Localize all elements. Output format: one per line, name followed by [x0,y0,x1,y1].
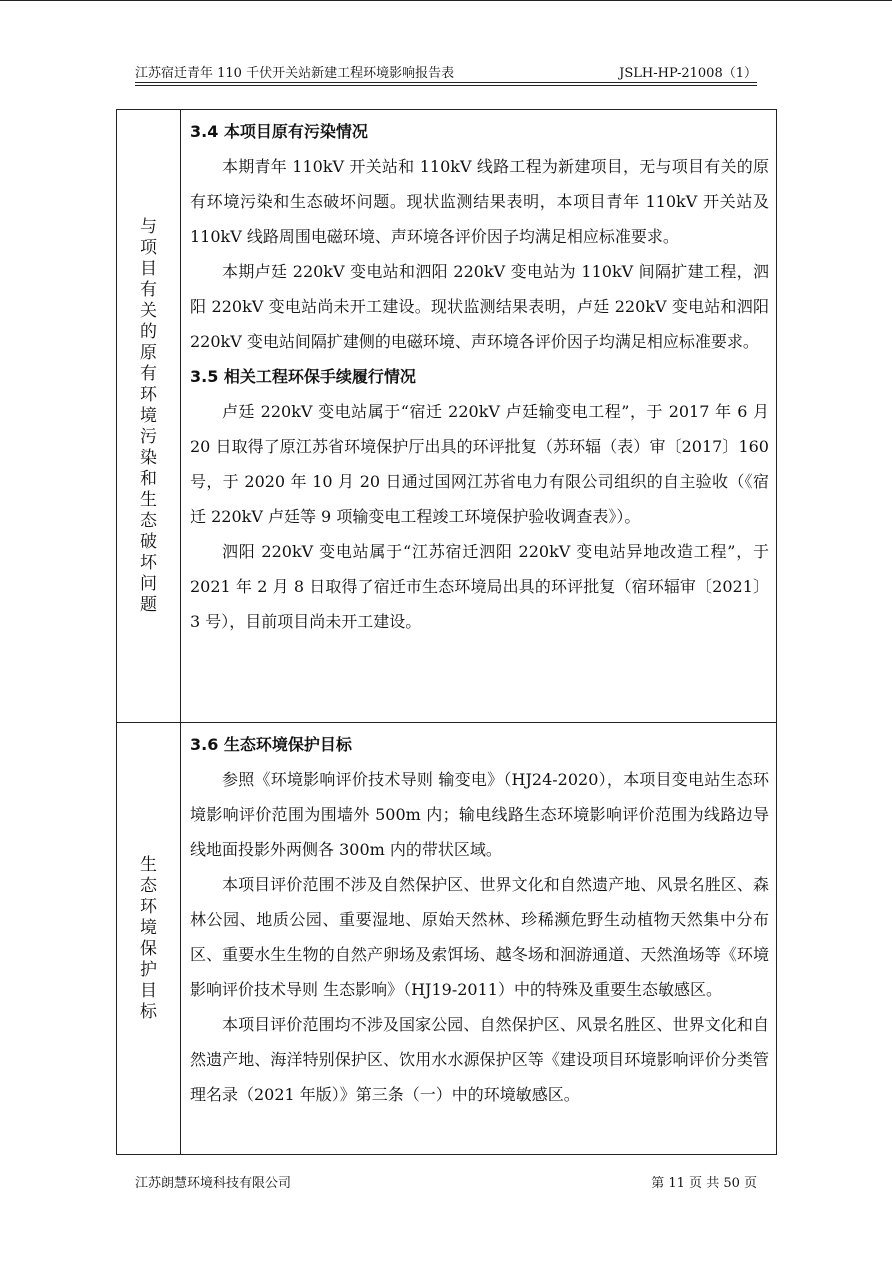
section-heading-3-6: 3.6 生态环境保护目标 [190,735,352,754]
row-label-pollution: 与项目有关的原有环境污染和生态破坏问题 [117,110,181,723]
company-name: 江苏朗慧环境科技有限公司 [135,1176,292,1191]
content-table [116,109,777,1155]
table-row-eco-target [117,723,777,1155]
row-content-pollution [181,110,777,723]
section-heading-3-4: 3.4 本项目原有污染情况 [190,122,368,141]
report-code: JSLH-HP-21008（1） [619,66,757,81]
top-border-line [0,0,892,1]
table-row-pollution [117,110,777,723]
section-heading-3-5: 3.5 相关工程环保手续履行情况 [190,367,416,386]
page-header [135,62,757,84]
paragraph: 本项目评价范围不涉及自然保护区、世界文化和自然遗产地、风景名胜区、森林公园、地质公园、重要湿地、原始天然林、珍稀濒危野生动植物天然集中分布区、重要水生生物的自然产卵场及索饵场、越冬场和洄游通道、天然渔场等《环境影响评价技术导则 生态影响》（HJ19-2011）中的特殊及重要生态敏感区。 [190,875,769,999]
header-rule [135,82,757,83]
page-footer [135,1172,757,1192]
page-number: 第 11 页 共 50 页 [651,1176,757,1191]
report-title: 江苏宿迁青年 110 千伏开关站新建工程环境影响报告表 [135,66,455,81]
paragraph: 本项目评价范围均不涉及国家公园、自然保护区、风景名胜区、世界文化和自然遗产地、海洋特别保护区、饮用水水源保护区等《建设项目环境影响评价分类管理名录（2021 年版）》第三条（一）中的环境敏感区。 [190,1015,769,1104]
paragraph: 参照《环境影响评价技术导则 输变电》（HJ24-2020），本项目变电站生态环境影响评价范围为围墙外 500m 内；输电线路生态环境影响评价范围为线路边导线地面投影外两侧各 300m 内的带状区域。 [190,770,769,859]
paragraph: 本期青年 110kV 开关站和 110kV 线路工程为新建项目，无与项目有关的原有环境污染和生态破坏问题。现状监测结果表明，本项目青年 110kV 开关站及 110kV 线路周围电磁环境、声环境各评价因子均满足相应标准要求。 [190,157,769,246]
row-label-eco-target: 生态环境保护目标 [117,723,181,1155]
paragraph: 本期卢廷 220kV 变电站和泗阳 220kV 变电站为 110kV 间隔扩建工程，泗阳 220kV 变电站尚未开工建设。现状监测结果表明，卢廷 220kV 变电站和泗阳 220kV 变电站间隔扩建侧的电磁环境、声环境各评价因子均满足相应标准要求。 [190,262,769,351]
paragraph: 泗阳 220kV 变电站属于“江苏宿迁泗阳 220kV 变电站异地改造工程”，于 2021 年 2 月 8 日取得了宿迁市生态环境局出具的环评批复（宿环辐审〔2021〕3 号），目前项目尚未开工建设。 [190,542,769,631]
paragraph: 卢廷 220kV 变电站属于“宿迁 220kV 卢廷输变电工程”，于 2017 年 6 月 20 日取得了原江苏省环境保护厅出具的环评批复（苏环辐（表）审〔2017〕160 号，于 2020 年 10 月 20 日通过国网江苏省电力有限公司组织的自主验收（《宿迁 220kV 卢廷等 9 项输变电工程竣工环境保护验收调查表》）。 [190,402,769,526]
row-content-eco-target [181,723,777,1155]
header-rule-double [135,85,757,86]
